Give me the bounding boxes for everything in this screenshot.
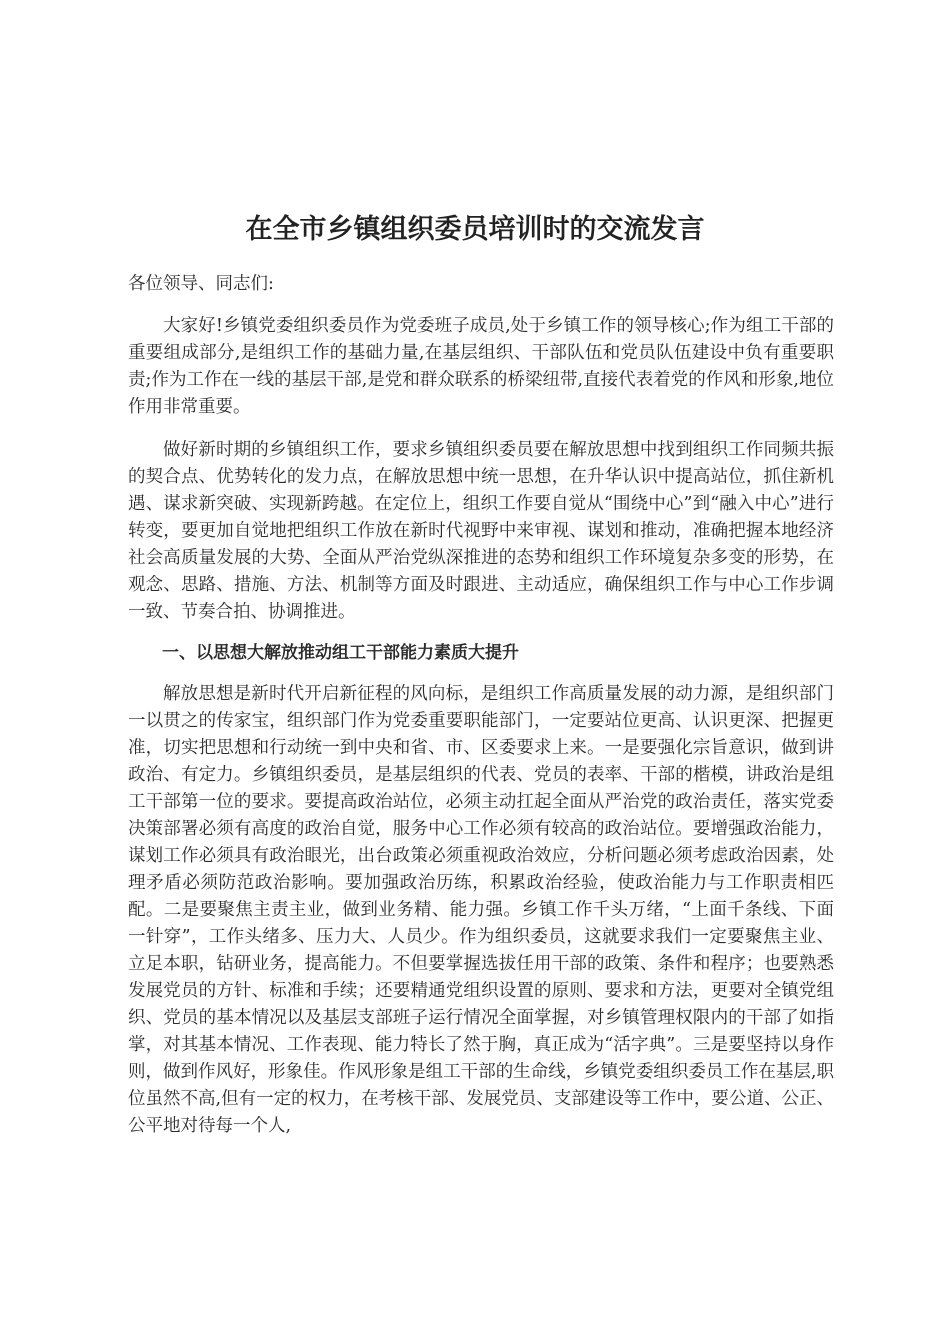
document-title: 在全市乡镇组织委员培训时的交流发言 bbox=[245, 214, 705, 245]
paragraph-section-one: 解放思想是新时代开启新征程的风向标，是组织工作高质量发展的动力源，是组织部门一以贯之的传家宝，组织部门作为党委重要职能部门，一定要站位更高、认识更深、把握更准，切实把思想和行动统一到中央和省、市、区委要求上来。一是要强化宗旨意识，做到讲政治、有定力。乡镇组织委员，是基层组织的代表、党员的表率、干部的楷模，讲政治是组工干部第一位的要求。要提高政治站位，必须主动扛起全面从严治党的政治责任，落实党委决策部署必须有高度的政治自觉，服务中心工作必须有较高的政治站位。要增强政治能力，谋划工作必须具有政治眼光，出台政策必须重视政治效应，分析问题必须考虑政治因素，处理矛盾必须防范政治影响。要加强政治历练，积累政治经验，使政治能力与工作职责相匹配。二是要聚焦主责主业，做到业务精、能力强。乡镇工作千头万绪，“上面千条线、下面一针穿”，工作头绪多、压力大、人员少。作为组织委员，这就要求我们一定要聚焦主业、立足本职，钻研业务，提高能力。不但要掌握选拔任用干部的政策、条件和程序；也要熟悉发展党员的方针、标准和手续；还要精通党组织设置的原则、要求和方法，更要对全镇党组织、党员的基本情况以及基层支部班子运行情况全面掌握，对乡镇管理权限内的干部了如指掌，对其基本情况、工作表现、能力特长了然于胸，真正成为“活字典”。三是要坚持以身作则，做到作风好，形象佳。作风形象是组工干部的生命线，乡镇党委组织委员工作在基层,职位虽然不高,但有一定的权力，在考核干部、发展党员、支部建设等工作中，要公道、公正、公平地对待每一个人, bbox=[128, 684, 834, 1136]
section-heading: 一、以思想大解放推动组工干部能力素质大提升 bbox=[162, 643, 519, 663]
document-body bbox=[128, 271, 834, 1156]
paragraph-new-era: 做好新时期的乡镇组织工作，要求乡镇组织委员要在解放思想中找到组织工作同频共振的契合点、优势转化的发力点，在解放思想中统一思想，在升华认识中提高站位，抓住新机遇、谋求新突破、实现新跨越。在定位上，组织工作要自觉从“围绕中心”到“融入中心”进行转变，要更加自觉地把组织工作放在新时代视野中来审视、谋划和推动，准确把握本地经济社会高质量发展的大势、全面从严治党纵深推进的态势和组织工作环境复杂多变的形势，在观念、思路、措施、方法、机制等方面及时跟进、主动适应，确保组织工作与中心工作步调一致、节奏合拍、协调推进。 bbox=[128, 440, 834, 622]
paragraph-intro: 大家好!乡镇党委组织委员作为党委班子成员,处于乡镇工作的领导核心;作为组工干部的重要组成部分,是组织工作的基础力量,在基层组织、干部队伍和党员队伍建设中负有重要职责;作为工作在一线的基层干部,是党和群众联系的桥梁纽带,直接代表着党的作风和形象,地位作用非常重要。 bbox=[128, 316, 834, 417]
salutation: 各位领导、同志们: bbox=[128, 274, 274, 294]
